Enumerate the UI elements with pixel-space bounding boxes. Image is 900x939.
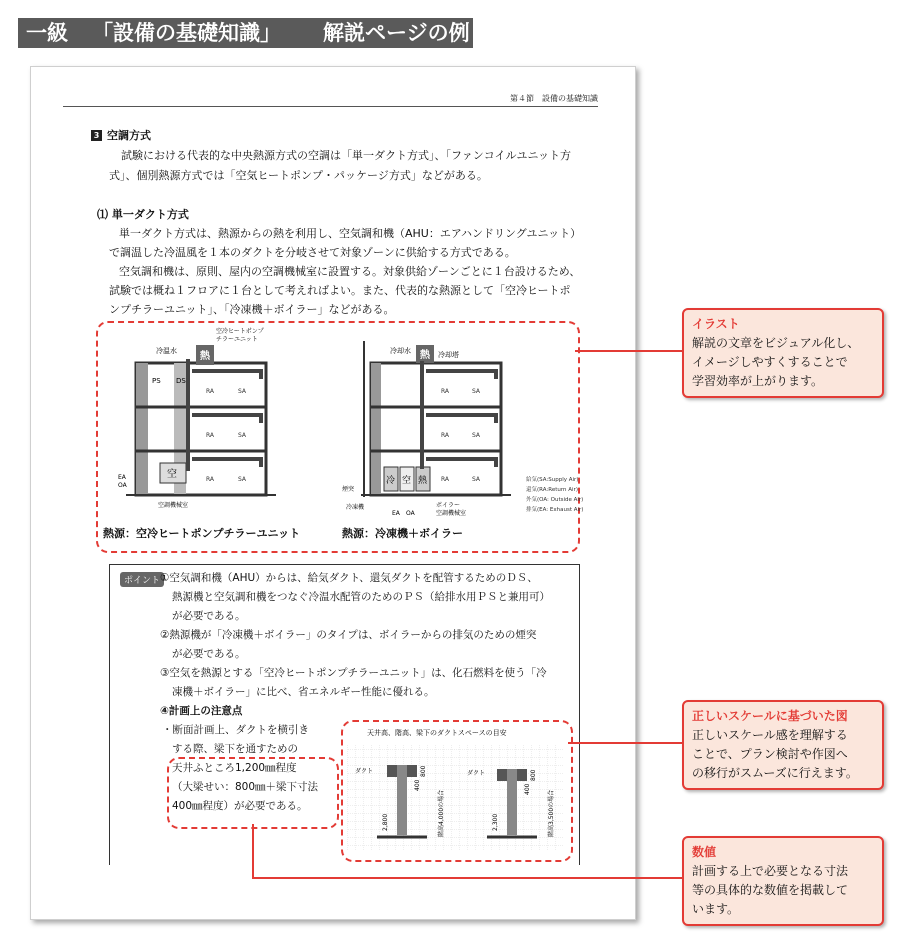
sample-page: [30, 66, 636, 920]
scale-diagram: [347, 725, 563, 853]
point-line-8: ④計画上の注意点: [160, 705, 243, 717]
connector-scale: [568, 742, 683, 744]
left-water-label: 冷温水: [156, 347, 177, 355]
callout-numbers-title: 数値: [692, 845, 717, 859]
callout-numbers: [682, 836, 884, 926]
svg-text:SA: SA: [472, 388, 481, 395]
title-banner: [18, 18, 473, 48]
left-ac-unit: 空: [167, 469, 177, 480]
point-line-2: 熱源機と空気調和機をつなぐ冷温水配管のためのＰＳ（給排水用ＰＳと兼用可）: [172, 591, 550, 603]
point-line-7: 凍機＋ボイラー」に比べ、省エネルギー性能に優れる。: [172, 686, 435, 698]
diagram-right-floor: 階高3,500の場合: [548, 789, 555, 837]
para-line-5: ンプチラーユニット」、「冷凍機＋ボイラー」などがある。: [109, 303, 395, 316]
svg-text:RA: RA: [206, 388, 215, 395]
left-chiller-label: 空冷ヒートポンプ: [216, 328, 264, 335]
right-oa: OA: [406, 510, 415, 517]
banner-level: 一級: [26, 21, 68, 45]
right-heat-label: 熱: [420, 350, 430, 361]
diagram-left-duct: ダクト: [355, 768, 374, 775]
diagram-right-duct: ダクト: [467, 770, 486, 777]
left-heat-label: 熱: [200, 351, 210, 362]
diagram-right-ceiling: 2,300: [492, 813, 499, 831]
svg-text:RA: RA: [441, 432, 450, 439]
point-line-1: ①空気調和機（AHU）からは、給気ダクト、還気ダクトを配管するためのＤＳ、: [160, 572, 538, 584]
left-caption: 熱源：空冷ヒートポンプチラーユニット: [103, 527, 301, 540]
legend-oa: 外気(OA: Outside Air): [526, 497, 584, 503]
right-stack-label: 煙突: [342, 486, 355, 493]
svg-text:SA: SA: [472, 476, 481, 483]
banner-title: 「設備の基礎知識」: [92, 21, 281, 45]
svg-text:RA: RA: [441, 388, 450, 395]
right-tower-label: 冷却塔: [438, 351, 459, 359]
right-c3: 熱: [418, 476, 428, 486]
air-legend: [526, 475, 583, 513]
right-boiler-label: ボイラー: [436, 502, 461, 509]
connector-numbers-v: [252, 824, 254, 878]
svg-text:SA: SA: [472, 432, 481, 439]
section-heading: [91, 126, 151, 146]
right-water-label: 冷却水: [390, 347, 411, 355]
note-line-5: 400㎜程度）が必要である。: [172, 800, 308, 812]
svg-text:SA: SA: [238, 388, 247, 395]
right-building: [342, 341, 511, 517]
point-line-4: ②熱源機が「冷凍機＋ボイラー」のタイプは、ボイラーからの排気のための煙突: [160, 629, 537, 641]
callout-numbers-line-1: 計画する上で必要となる寸法: [692, 864, 849, 878]
para-line-3: 空気調和機は、原則、屋内の空調機械室に設置する。対象供給ゾーンごとに１台設けるため、: [119, 265, 581, 278]
right-chiller-label: 冷凍機: [346, 504, 365, 511]
para-line-2: で調温した冷温風を１本のダクトを分岐させて対象ゾーンに供給する方式である。: [109, 246, 516, 259]
svg-text:RA: RA: [206, 476, 215, 483]
callout-scale: [682, 700, 884, 790]
svg-text:RA: RA: [206, 432, 215, 439]
callout-illustration-title: イラスト: [692, 317, 740, 331]
svg-text:SA: SA: [238, 432, 247, 439]
right-room-label: 空調機械室: [436, 510, 467, 517]
intro-line-1: 試験における代表的な中央熱源方式の空調は「単一ダクト方式」、「ファンコイルユニット方: [121, 149, 572, 162]
callout-scale-title: 正しいスケールに基づいた図: [692, 709, 848, 723]
diagram-right-gap: 400: [524, 783, 531, 795]
legend-ra: 還気(RA:Return Air): [526, 487, 578, 493]
point-line-3: が必要である。: [172, 610, 246, 622]
right-caption: 熱源：冷凍機＋ボイラー: [342, 527, 463, 540]
section-number: 3: [91, 130, 102, 141]
diagram-title: 天井高、階高、梁下のダクトスペースの目安: [367, 729, 507, 737]
callout-illustration-line-1: 解説の文章をビジュアル化し、: [692, 336, 860, 350]
left-room-label: 空調機械室: [158, 502, 189, 509]
left-oa: OA: [118, 482, 127, 489]
legend-ea: 排気(EA: Exhaust Air): [526, 507, 584, 513]
legend-sa: 給気(SA:Supply Air): [526, 477, 579, 483]
callout-numbers-line-2: 等の具体的な数値を掲載して: [692, 883, 849, 897]
note-line-2: する際、梁下を通すための: [172, 743, 298, 755]
banner-subtitle: 解説ページの例: [323, 21, 470, 45]
numbers-highlight: [167, 757, 339, 829]
diagram-left-floor: 階高4,000の場合: [438, 789, 445, 837]
note-line-1: ・断面計画上、ダクトを横引き: [162, 724, 309, 736]
diagram-left-beam: 800: [420, 765, 427, 777]
callout-illustration-line-3: 学習効率が上がります。: [692, 374, 824, 388]
right-c2: 空: [402, 476, 412, 486]
hvac-illustration: [96, 321, 584, 551]
diagram-right-beam: 800: [530, 769, 537, 781]
callout-numbers-line-3: います。: [692, 902, 740, 916]
callout-illustration-line-2: イメージしやすくすることで: [692, 355, 848, 369]
para-line-1: 単一ダクト方式は、熱源からの熱を利用し、空気調和機（AHU：エアハンドリングユニット）: [119, 227, 582, 240]
connector-illustration: [575, 350, 683, 352]
callout-scale-line-1: 正しいスケール感を理解する: [692, 728, 848, 742]
left-ps-label: PS: [152, 377, 161, 385]
connector-numbers-h: [252, 877, 683, 879]
diagram-left-ceiling: 2,800: [382, 813, 389, 831]
right-ea: EA: [392, 510, 400, 517]
left-ds-label: DS: [176, 377, 186, 385]
left-building: [118, 327, 276, 509]
note-line-3: 天井ふところ1,200㎜程度: [172, 762, 297, 774]
para-line-4: 試験では概ね１フロアに１台として考えればよい。また、代表的な熱源として「空冷ヒートポ: [109, 284, 571, 297]
callout-scale-line-2: ことで、プラン検討や作図へ: [692, 747, 848, 761]
point-line-5: が必要である。: [172, 648, 246, 660]
running-head: 第４節 設備の基礎知識: [63, 93, 598, 107]
subsection-title: ⑴ 単一ダクト方式: [97, 208, 189, 221]
point-tag: ポイント: [120, 572, 164, 587]
svg-text:RA: RA: [441, 476, 450, 483]
diagram-left-gap: 400: [414, 779, 421, 791]
section-title: 空調方式: [107, 129, 151, 142]
svg-text:SA: SA: [238, 476, 247, 483]
callout-illustration: [682, 308, 884, 398]
callout-scale-line-3: の移行がスムーズに行えます。: [692, 766, 858, 780]
left-ea: EA: [118, 474, 126, 481]
point-line-6: ③空気を熱源とする「空冷ヒートポンプチラーユニット」は、化石燃料を使う「冷: [160, 667, 547, 679]
note-line-4: （大梁せい：800㎜＋梁下寸法: [172, 781, 319, 793]
svg-text:チラーユニット: チラーユニット: [216, 336, 258, 343]
intro-line-2: 式」、個別熱源方式では「空気ヒートポンプ・パッケージ方式」などがある。: [109, 169, 488, 182]
right-c1: 冷: [386, 476, 396, 486]
